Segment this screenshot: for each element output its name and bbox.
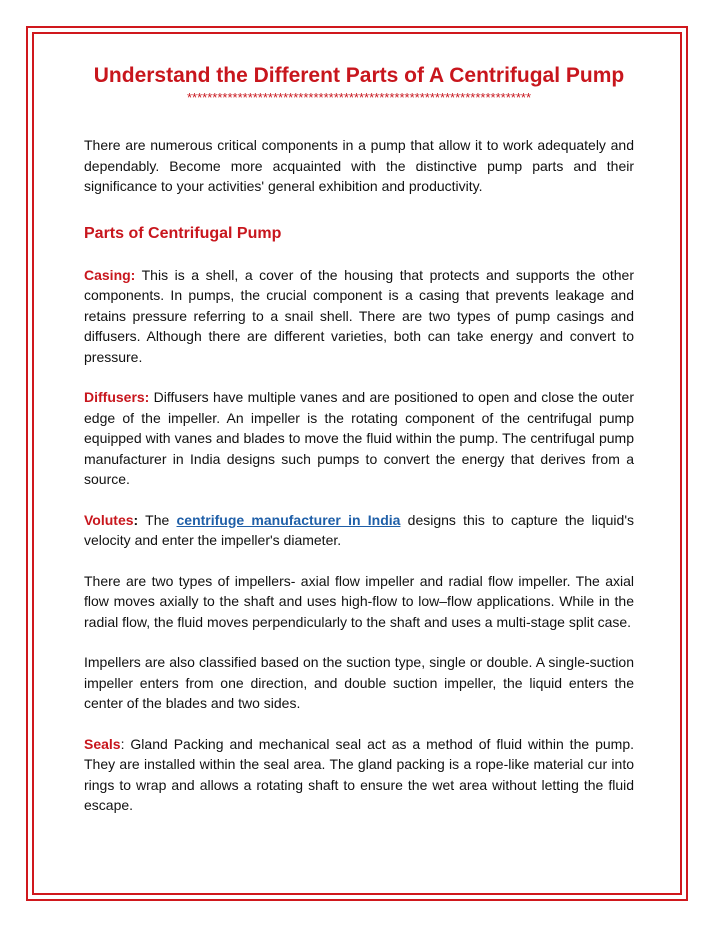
impeller-types-paragraph: There are two types of impellers- axial flow impeller and radial flow impeller. The axial flow moves axially to the shaft and uses high-flow to low–flow applications. While in the radial flow, the fluid moves perpendicularly to the shaft and uses a multi-stage split case. bbox=[84, 572, 634, 630]
diffusers-paragraph bbox=[84, 387, 634, 490]
casing-text: This is a shell, a cover of the housing that protects and supports the other components. In pumps, the crucial component is a casing that prevents leakage and retains pressure referring to a snail shell. There are two types of pump casings and diffusers. Although there are different varieties, both can take energy and convert to pressure. bbox=[84, 266, 634, 365]
diffusers-text: Diffusers have multiple vanes and are positioned to open and close the outer edge of the impeller. An impeller is the rotating component of the centrifugal pump equipped with vanes and blades to move the fluid within the pump. The centrifugal pump manufacturer in India designs such pumps to convert the energy that derives from a source. bbox=[84, 389, 634, 487]
volutes-term: Volutes bbox=[84, 511, 134, 528]
section-heading: Parts of Centrifugal Pump bbox=[84, 224, 282, 242]
title-divider: ******************************************************************** bbox=[186, 91, 532, 105]
document-title: Understand the Different Parts of A Centrifugal Pump bbox=[93, 64, 625, 87]
diffusers-term: Diffusers: bbox=[84, 389, 150, 405]
casing-term: Casing: bbox=[84, 266, 136, 283]
intro-paragraph: There are numerous critical components in a pump that allow it to work adequately and dependably. Become more acquainted with the distinctive pump parts and their significance to your activities' general exhibition and productivity. bbox=[84, 137, 634, 194]
seals-colon: : bbox=[120, 735, 125, 752]
seals-text: Gland Packing and mechanical seal act as a method of fluid within the pump. They are installed within the seal area. The gland packing is a rope-like material cur into rings to wrap and allows a rotating shaft to ensure the wet area without letting the fluid escape. bbox=[84, 735, 634, 813]
volutes-text-after: designs this to capture the liquid's velocity and enter the impeller's diameter. bbox=[84, 511, 634, 548]
seals-term: Seals bbox=[84, 735, 121, 752]
volutes-paragraph bbox=[84, 510, 634, 551]
document-content bbox=[84, 62, 634, 816]
casing-paragraph bbox=[84, 265, 634, 368]
volutes-text-before: The bbox=[138, 511, 177, 528]
volutes-colon: : bbox=[133, 511, 139, 528]
impeller-suction-paragraph: Impellers are also classified based on the suction type, single or double. A single-suction impeller enters from one direction, and double suction impeller, the liquid enters the center of the blades and two sides. bbox=[84, 654, 634, 711]
centrifuge-manufacturer-link[interactable]: centrifuge manufacturer in India bbox=[176, 511, 401, 528]
seals-paragraph bbox=[84, 734, 634, 816]
